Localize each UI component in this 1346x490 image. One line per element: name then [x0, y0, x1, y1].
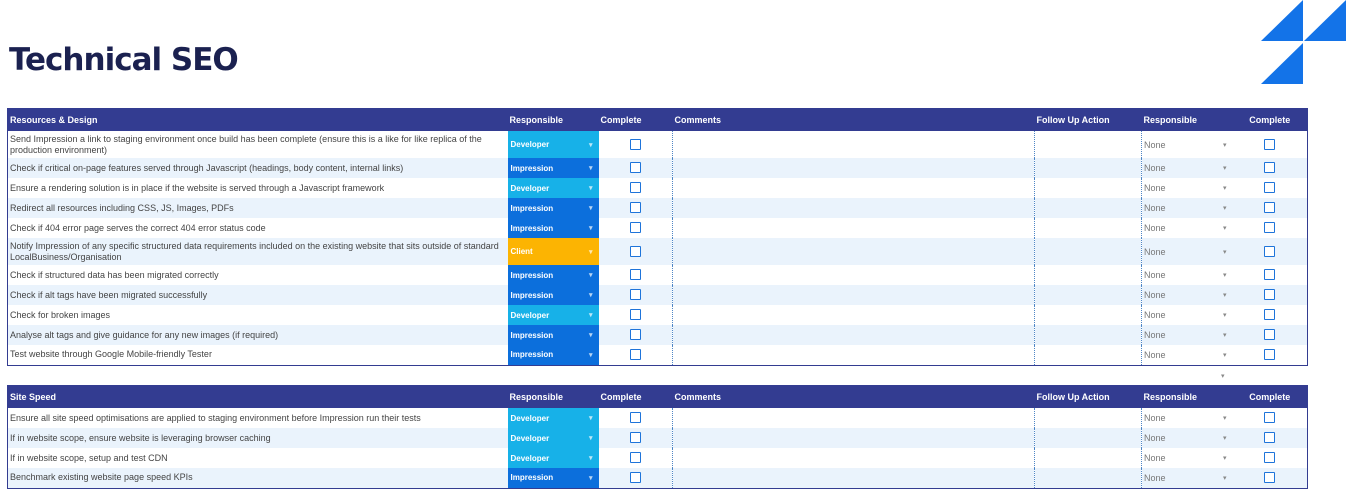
table-header-row: [8, 386, 1308, 409]
header-complete: Complete: [599, 109, 673, 132]
task-cell[interactable]: Check if structured data has been migrated correctly: [8, 265, 508, 285]
responsible-dropdown[interactable]: [508, 468, 599, 488]
comments-cell[interactable]: [673, 265, 1035, 285]
table-row: [8, 305, 1308, 325]
responsible-2-dropdown[interactable]: [1142, 158, 1233, 178]
responsible-2-value: None: [1144, 183, 1166, 193]
complete-2-checkbox[interactable]: [1264, 202, 1275, 213]
complete-checkbox[interactable]: [630, 269, 641, 280]
responsible-2-dropdown[interactable]: [1142, 238, 1233, 265]
comments-cell[interactable]: [673, 285, 1035, 305]
table-header-row: [8, 109, 1308, 132]
dropdown-arrow-icon[interactable]: ▾: [588, 141, 593, 149]
table-row: [8, 198, 1308, 218]
complete-cell: [599, 158, 673, 178]
dropdown-arrow-icon[interactable]: ▾: [1222, 312, 1227, 319]
dropdown-arrow-icon[interactable]: ▾: [1222, 205, 1227, 212]
complete-cell: [599, 408, 673, 428]
task-cell[interactable]: Check if alt tags have been migrated successfully: [8, 285, 508, 305]
dropdown-arrow-icon[interactable]: ▾: [588, 415, 593, 422]
responsible-dropdown[interactable]: [508, 265, 599, 285]
follow-up-action-cell[interactable]: [1035, 448, 1142, 468]
complete-2-checkbox[interactable]: [1264, 309, 1275, 320]
responsible-2-dropdown[interactable]: [1142, 305, 1233, 325]
header-comments: Comments: [673, 386, 1035, 409]
follow-up-action-cell[interactable]: [1035, 325, 1142, 345]
follow-up-action-cell[interactable]: [1035, 345, 1142, 365]
header-comments: Comments: [673, 109, 1035, 132]
complete-checkbox[interactable]: [630, 289, 641, 300]
complete-2-cell: [1233, 468, 1308, 488]
responsible-dropdown[interactable]: [508, 158, 599, 178]
follow-up-action-cell[interactable]: [1035, 238, 1142, 265]
complete-cell: [599, 178, 673, 198]
responsible-2-value: None: [1144, 349, 1166, 360]
responsible-2-dropdown[interactable]: [1142, 131, 1233, 158]
complete-cell: [599, 448, 673, 468]
task-cell[interactable]: Analyse alt tags and give guidance for any new images (if required): [8, 325, 508, 345]
table-row: [8, 158, 1308, 178]
responsible-2-dropdown[interactable]: [1142, 325, 1233, 345]
dropdown-arrow-icon[interactable]: ▾: [588, 474, 593, 482]
table-row: [8, 325, 1308, 345]
complete-2-checkbox[interactable]: [1264, 246, 1275, 257]
dropdown-arrow-icon[interactable]: ▾: [588, 312, 593, 319]
table-row: [8, 218, 1308, 238]
comments-cell[interactable]: [673, 238, 1035, 265]
task-cell[interactable]: Send Impression a link to staging environment once build has been complete (ensure this is a like for like replica of the production environment): [8, 131, 508, 158]
responsible-2-dropdown[interactable]: [1142, 178, 1233, 198]
table-row: [8, 428, 1308, 448]
table-row: [8, 345, 1308, 365]
responsible-dropdown[interactable]: [508, 218, 599, 238]
complete-2-cell: [1233, 408, 1308, 428]
comments-cell[interactable]: [673, 178, 1035, 198]
follow-up-action-cell[interactable]: [1035, 131, 1142, 158]
responsible-value: Client: [510, 247, 533, 256]
responsible-value: Developer: [510, 310, 550, 320]
table-row: [8, 468, 1308, 488]
responsible-value: Impression: [510, 350, 554, 360]
responsible-value: Developer: [510, 453, 550, 463]
complete-cell: [599, 285, 673, 305]
task-cell[interactable]: Redirect all resources including CSS, JS, Images, PDFs: [8, 198, 508, 218]
complete-2-cell: [1233, 428, 1308, 448]
complete-2-cell: [1233, 305, 1308, 325]
complete-2-checkbox[interactable]: [1264, 472, 1275, 483]
dropdown-arrow-icon[interactable]: ▾: [588, 185, 593, 192]
complete-2-checkbox[interactable]: [1264, 182, 1275, 193]
dropdown-arrow-icon[interactable]: ▾: [1222, 415, 1227, 422]
header-complete-2: Complete: [1233, 109, 1308, 132]
responsible-dropdown[interactable]: [508, 198, 599, 218]
follow-up-action-cell[interactable]: [1035, 285, 1142, 305]
responsible-dropdown[interactable]: [508, 285, 599, 305]
dropdown-arrow-icon[interactable]: ▾: [1221, 373, 1225, 380]
complete-2-cell: [1233, 198, 1308, 218]
comments-cell[interactable]: [673, 325, 1035, 345]
comments-cell[interactable]: [673, 428, 1035, 448]
dropdown-arrow-icon[interactable]: ▾: [588, 225, 593, 232]
responsible-value: Developer: [510, 433, 550, 443]
complete-cell: [599, 325, 673, 345]
complete-cell: [599, 238, 673, 265]
responsible-2-value: None: [1144, 330, 1166, 340]
table-row: [8, 285, 1308, 305]
resources-design-table: [7, 108, 1308, 366]
task-cell[interactable]: Check if critical on-page features served through Javascript (headings, body content, internal links): [8, 158, 508, 178]
responsible-value: Impression: [510, 270, 554, 280]
complete-2-checkbox[interactable]: [1264, 222, 1275, 233]
table-row: [8, 448, 1308, 468]
follow-up-action-cell[interactable]: [1035, 218, 1142, 238]
complete-checkbox[interactable]: [630, 162, 641, 173]
complete-2-checkbox[interactable]: [1264, 139, 1275, 150]
complete-checkbox[interactable]: [630, 246, 641, 257]
header-responsible: Responsible: [508, 386, 599, 409]
dropdown-arrow-icon[interactable]: ▾: [1222, 248, 1227, 256]
responsible-value: Developer: [510, 140, 550, 149]
follow-up-action-cell[interactable]: [1035, 468, 1142, 488]
dropdown-arrow-icon[interactable]: ▾: [1222, 165, 1227, 172]
complete-2-checkbox[interactable]: [1264, 349, 1275, 360]
complete-checkbox[interactable]: [630, 309, 641, 320]
responsible-2-value: None: [1144, 270, 1166, 280]
responsible-dropdown[interactable]: [508, 325, 599, 345]
task-cell[interactable]: Ensure all site speed optimisations are applied to staging environment before Impression run their tests: [8, 408, 508, 428]
responsible-value: Impression: [510, 330, 554, 340]
dropdown-arrow-icon[interactable]: ▾: [1222, 225, 1227, 232]
dropdown-arrow-icon[interactable]: ▾: [1222, 435, 1227, 442]
complete-2-cell: [1233, 178, 1308, 198]
dropdown-arrow-icon[interactable]: ▾: [588, 351, 593, 359]
site-speed-table: [7, 385, 1308, 489]
complete-2-checkbox[interactable]: [1264, 289, 1275, 300]
responsible-value: Impression: [510, 163, 554, 173]
task-cell[interactable]: Check if 404 error page serves the correct 404 error status code: [8, 218, 508, 238]
responsible-value: Impression: [510, 203, 554, 213]
complete-2-checkbox[interactable]: [1264, 432, 1275, 443]
complete-2-cell: [1233, 265, 1308, 285]
dropdown-arrow-icon[interactable]: ▾: [588, 205, 593, 212]
responsible-dropdown[interactable]: [508, 448, 599, 468]
responsible-2-dropdown[interactable]: [1142, 428, 1233, 448]
responsible-2-dropdown[interactable]: [1142, 198, 1233, 218]
complete-2-cell: [1233, 238, 1308, 265]
comments-cell[interactable]: [673, 408, 1035, 428]
header-follow-up-action: Follow Up Action: [1035, 109, 1142, 132]
complete-cell: [599, 428, 673, 448]
complete-checkbox[interactable]: [630, 139, 641, 150]
follow-up-action-cell[interactable]: [1035, 408, 1142, 428]
dropdown-arrow-icon[interactable]: ▾: [1222, 185, 1227, 192]
responsible-2-value: None: [1144, 433, 1166, 443]
complete-checkbox[interactable]: [630, 452, 641, 463]
complete-2-cell: [1233, 158, 1308, 178]
complete-2-cell: [1233, 448, 1308, 468]
responsible-2-value: None: [1144, 472, 1166, 483]
follow-up-action-cell[interactable]: [1035, 305, 1142, 325]
complete-2-cell: [1233, 345, 1308, 365]
responsible-2-value: None: [1144, 163, 1166, 173]
responsible-value: Developer: [510, 183, 550, 193]
header-complete-2: Complete: [1233, 386, 1308, 409]
comments-cell[interactable]: [673, 448, 1035, 468]
dropdown-arrow-icon[interactable]: ▾: [1222, 272, 1227, 279]
follow-up-action-cell[interactable]: [1035, 265, 1142, 285]
table-row: [8, 131, 1308, 158]
complete-cell: [599, 265, 673, 285]
dropdown-arrow-icon[interactable]: ▾: [1222, 141, 1227, 149]
complete-cell: [599, 345, 673, 365]
responsible-2-value: None: [1144, 310, 1166, 320]
responsible-dropdown[interactable]: [508, 345, 599, 365]
complete-2-checkbox[interactable]: [1264, 452, 1275, 463]
header-follow-up-action: Follow Up Action: [1035, 386, 1142, 409]
dropdown-arrow-icon[interactable]: ▾: [1222, 455, 1227, 462]
dropdown-arrow-icon[interactable]: ▾: [588, 455, 593, 462]
header-responsible: Responsible: [508, 109, 599, 132]
task-cell[interactable]: Ensure a rendering solution is in place if the website is served through a Javascript framework: [8, 178, 508, 198]
responsible-2-dropdown[interactable]: [1142, 285, 1233, 305]
complete-cell: [599, 198, 673, 218]
complete-checkbox[interactable]: [630, 222, 641, 233]
follow-up-action-cell[interactable]: [1035, 428, 1142, 448]
complete-checkbox[interactable]: [630, 202, 641, 213]
responsible-2-dropdown[interactable]: [1142, 345, 1233, 365]
comments-cell[interactable]: [673, 218, 1035, 238]
complete-cell: [599, 131, 673, 158]
responsible-2-value: None: [1144, 413, 1166, 423]
complete-checkbox[interactable]: [630, 472, 641, 483]
complete-checkbox[interactable]: [630, 412, 641, 423]
responsible-dropdown[interactable]: [508, 305, 599, 325]
comments-cell[interactable]: [673, 198, 1035, 218]
complete-2-checkbox[interactable]: [1264, 329, 1275, 340]
dropdown-arrow-icon[interactable]: ▾: [1222, 292, 1227, 299]
complete-2-cell: [1233, 218, 1308, 238]
responsible-value: Developer: [510, 413, 550, 423]
responsible-value: Impression: [510, 223, 554, 233]
page-title: Technical SEO: [9, 42, 238, 78]
complete-checkbox[interactable]: [630, 182, 641, 193]
complete-2-checkbox[interactable]: [1264, 412, 1275, 423]
dropdown-arrow-icon[interactable]: ▾: [588, 435, 593, 442]
responsible-2-value: None: [1144, 453, 1166, 463]
complete-cell: [599, 468, 673, 488]
dropdown-arrow-icon[interactable]: ▾: [588, 272, 593, 279]
follow-up-action-cell[interactable]: [1035, 198, 1142, 218]
responsible-dropdown[interactable]: [508, 428, 599, 448]
section-title: Site Speed: [8, 386, 508, 409]
responsible-dropdown[interactable]: [508, 408, 599, 428]
dropdown-arrow-icon[interactable]: ▾: [588, 292, 593, 299]
responsible-2-value: None: [1144, 223, 1166, 233]
header-complete: Complete: [599, 386, 673, 409]
table-row: [8, 178, 1308, 198]
comments-cell[interactable]: [673, 468, 1035, 488]
dropdown-arrow-icon[interactable]: ▾: [588, 165, 593, 172]
brand-logo: [1260, 0, 1346, 84]
task-cell[interactable]: Notify Impression of any specific structured data requirements included on the existing website that sits outside of standard LocalBusiness/Organisation: [8, 238, 508, 265]
dropdown-arrow-icon[interactable]: ▾: [588, 248, 593, 256]
task-cell[interactable]: Benchmark existing website page speed KPIs: [8, 468, 508, 488]
responsible-dropdown[interactable]: [508, 131, 599, 158]
comments-cell[interactable]: [673, 305, 1035, 325]
responsible-2-value: None: [1144, 246, 1166, 257]
responsible-dropdown[interactable]: [508, 178, 599, 198]
comments-cell[interactable]: [673, 158, 1035, 178]
responsible-2-value: None: [1144, 290, 1166, 300]
complete-cell: [599, 305, 673, 325]
complete-checkbox[interactable]: [630, 349, 641, 360]
task-cell[interactable]: If in website scope, ensure website is leveraging browser caching: [8, 428, 508, 448]
dropdown-arrow-icon[interactable]: ▾: [588, 332, 593, 339]
responsible-2-value: None: [1144, 203, 1166, 213]
complete-2-cell: [1233, 285, 1308, 305]
complete-checkbox[interactable]: [630, 432, 641, 443]
responsible-2-dropdown[interactable]: [1142, 468, 1233, 488]
dropdown-arrow-icon[interactable]: ▾: [1222, 474, 1227, 482]
task-cell[interactable]: Check for broken images: [8, 305, 508, 325]
complete-2-cell: [1233, 325, 1308, 345]
complete-cell: [599, 218, 673, 238]
responsible-2-dropdown[interactable]: [1142, 265, 1233, 285]
header-responsible-2: Responsible: [1142, 109, 1233, 132]
responsible-value: Impression: [510, 290, 554, 300]
section-title: Resources & Design: [8, 109, 508, 132]
task-cell[interactable]: Test website through Google Mobile-friendly Tester: [8, 345, 508, 365]
dropdown-arrow-icon[interactable]: ▾: [1222, 332, 1227, 339]
table-row: [8, 238, 1308, 265]
responsible-2-dropdown[interactable]: [1142, 448, 1233, 468]
responsible-2-dropdown[interactable]: [1142, 408, 1233, 428]
responsible-value: Impression: [510, 473, 554, 483]
header-responsible-2: Responsible: [1142, 386, 1233, 409]
dropdown-arrow-icon[interactable]: ▾: [1222, 351, 1227, 359]
complete-2-checkbox[interactable]: [1264, 162, 1275, 173]
complete-checkbox[interactable]: [630, 329, 641, 340]
task-cell[interactable]: If in website scope, setup and test CDN: [8, 448, 508, 468]
responsible-2-value: None: [1144, 139, 1166, 150]
comments-cell[interactable]: [673, 345, 1035, 365]
table-row: [8, 408, 1308, 428]
table-row: [8, 265, 1308, 285]
responsible-2-dropdown[interactable]: [1142, 218, 1233, 238]
follow-up-action-cell[interactable]: [1035, 178, 1142, 198]
comments-cell[interactable]: [673, 131, 1035, 158]
follow-up-action-cell[interactable]: [1035, 158, 1142, 178]
complete-2-cell: [1233, 131, 1308, 158]
responsible-dropdown[interactable]: [508, 238, 599, 265]
complete-2-checkbox[interactable]: [1264, 269, 1275, 280]
